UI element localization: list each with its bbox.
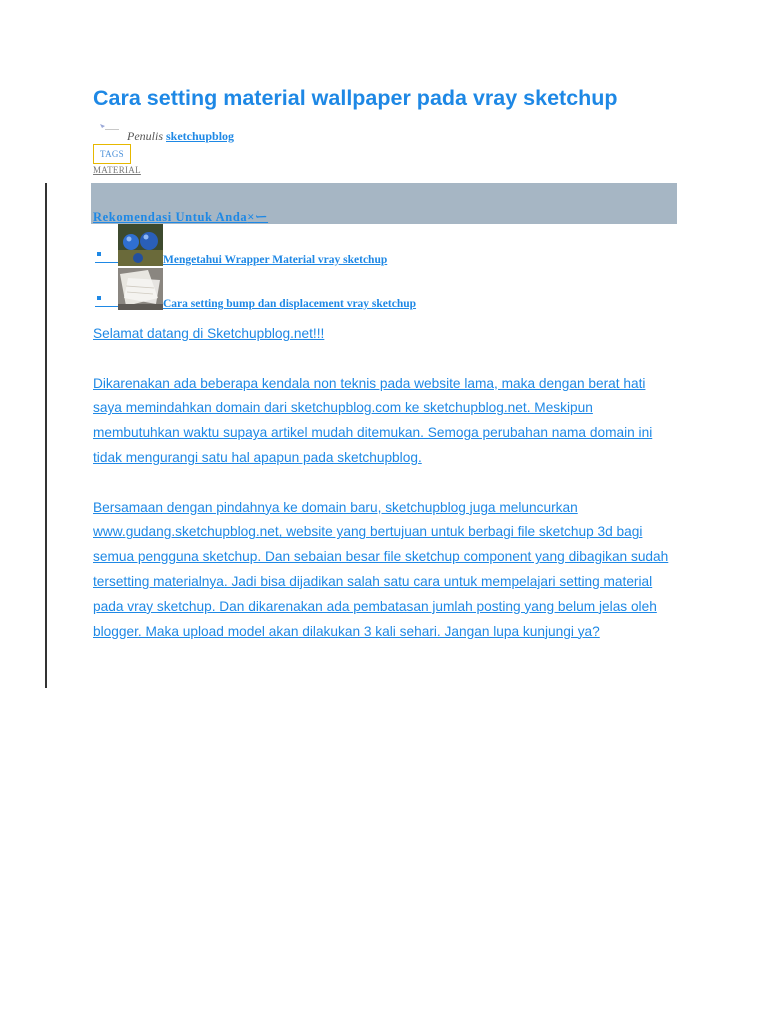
bullet-icon xyxy=(97,252,101,256)
article-paragraph[interactable]: Dikarenakan ada beberapa kendala non teknis pada website lama, maka dengan berat hati saya memindahkan domain dari sketchupblog.com ke sketchupblog.net. Meskipun membutuhkan waktu supaya artikel mudah ditemukan. Semoga perubahan nama domain ini tidak mengurangi satu hal apapun pada sketchupblog. xyxy=(93,375,653,465)
recommendation-item[interactable] xyxy=(93,268,593,310)
recommendation-item[interactable] xyxy=(93,224,593,266)
left-border-rule xyxy=(45,183,47,688)
author-line xyxy=(127,129,234,144)
recommendation-link-2[interactable]: Cara setting bump dan displacement vray sketchup xyxy=(163,298,417,310)
thumbnail-blue-spheres-image[interactable] xyxy=(118,224,163,266)
close-icon[interactable]: × xyxy=(247,210,255,224)
tags-label: TAGS xyxy=(100,149,124,159)
bullet-icon xyxy=(97,296,101,300)
recommendation-link-1[interactable]: Mengetahui Wrapper Material vray sketchup xyxy=(163,254,388,266)
author-label: Penulis xyxy=(127,129,163,143)
minimize-icon[interactable]: ー xyxy=(254,210,269,224)
tags-label-box xyxy=(93,144,131,164)
tag-link-material[interactable]: MATERIAL xyxy=(93,165,141,175)
article-paragraph[interactable]: Bersamaan dengan pindahnya ke domain baru, sketchupblog juga meluncurkan www.gudang.sketchupblog.net, website yang bertujuan untuk berbagi file sketchup 3d bagi semua pengguna sketchup. Dan sebaian besar file sketchup component yang dibagikan sudah tersetting materialnya. Jadi bisa dijadikan salah satu cara untuk mempelajari setting material pada vray sketchup. Dan dikarenakan ada pembatasan jumlah posting yang belum jelas oleh blogger. Maka upload model akan dilakukan 3 kali sehari. Jangan lupa kunjungi ya? xyxy=(93,499,669,639)
author-link[interactable]: sketchupblog xyxy=(166,129,235,143)
article-paragraph[interactable]: Selamat datang di Sketchupblog.net!!! xyxy=(93,326,325,341)
recommendation-heading-text: Rekomendasi Untuk Anda xyxy=(93,210,248,224)
thumbnail-paper-sheets-image[interactable] xyxy=(118,268,163,310)
page-title: Cara setting material wallpaper pada vray sketchup xyxy=(93,86,618,110)
author-avatar-icon xyxy=(99,122,121,132)
recommendation-heading[interactable] xyxy=(93,207,268,225)
article-body xyxy=(93,322,673,669)
